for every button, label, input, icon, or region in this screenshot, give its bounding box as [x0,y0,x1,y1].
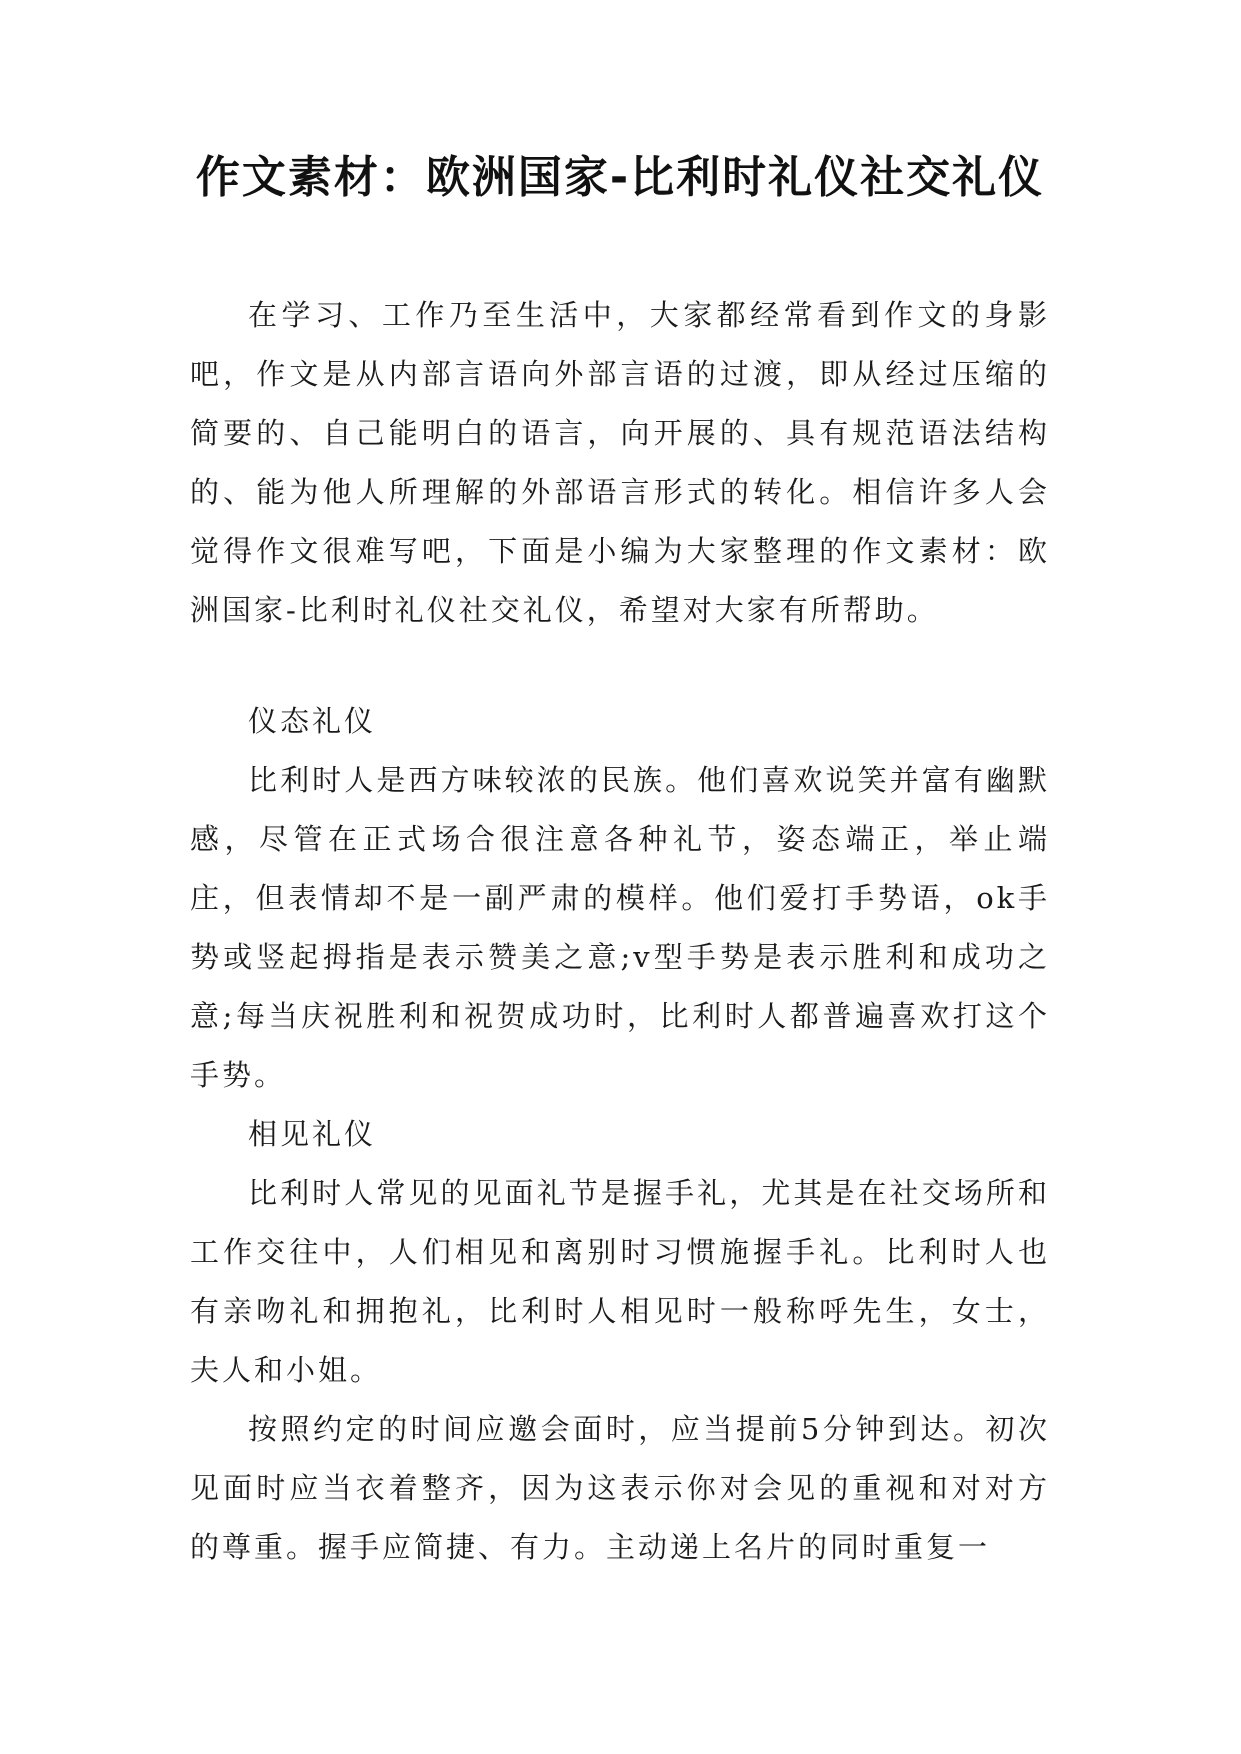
document-body [190,286,1050,1577]
section-paragraph: 比利时人常见的见面礼节是握手礼，尤其是在社交场所和工作交往中，人们相见和离别时习惯施握手礼。比利时人也有亲吻礼和拥抱礼，比利时人相见时一般称呼先生，女士，夫人和小姐。 [190,1176,1050,1387]
section-heading-meeting-etiquette: 相见礼仪 [248,1117,377,1151]
intro-paragraph: 在学习、工作乃至生活中，大家都经常看到作文的身影吧，作文是从内部言语向外部言语的过渡，即从经过压缩的简要的、自己能明白的语言，向开展的、具有规范语法结构的、能为他人所理解的外部语言形式的转化。相信许多人会觉得作文很难写吧，下面是小编为大家整理的作文素材：欧洲国家-比利时礼仪社交礼仪，希望对大家有所帮助。 [190,298,1050,627]
section-paragraph: 按照约定的时间应邀会面时，应当提前5分钟到达。初次见面时应当衣着整齐，因为这表示你对会见的重视和对对方的尊重。握手应简捷、有力。主动递上名片的同时重复一 [190,1412,1050,1564]
section-paragraph: 比利时人是西方味较浓的民族。他们喜欢说笑并富有幽默感，尽管在正式场合很注意各种礼节，姿态端正，举止端庄，但表情却不是一副严肃的模样。他们爱打手势语，ok手势或竖起拇指是表示赞美之意;v型手势是表示胜利和成功之意;每当庆祝胜利和祝贺成功时，比利时人都普遍喜欢打这个手势。 [190,763,1050,1092]
section-heading-posture-etiquette: 仪态礼仪 [248,704,377,738]
document-title: 作文素材：欧洲国家-比利时礼仪社交礼仪 [195,152,1045,203]
